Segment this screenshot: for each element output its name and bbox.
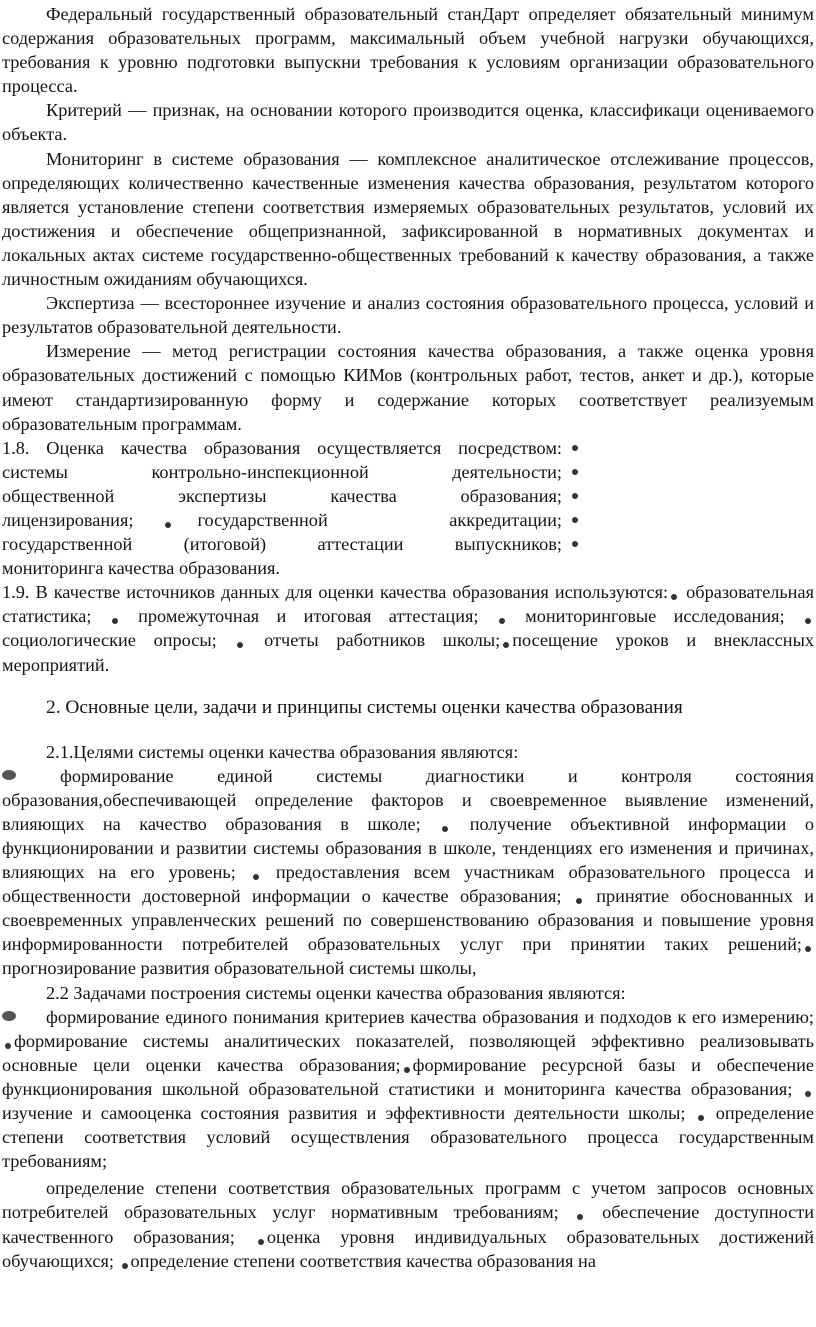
bullet-icon [165, 522, 171, 528]
bullet-icon [112, 618, 118, 624]
bullet-icon [805, 618, 811, 624]
bullet-icon [576, 898, 582, 904]
list-item-text: прогнозирование развития образовательной системы школы, [2, 958, 477, 979]
definition-standard: Федеральный государственный образовательный станДарт определяет обязательный минимум содержания образовательных программ, максимальный объем учебной нагрузки обучающихся, требования к уровню подготовки выпускни требования к условиям организации образовательного процесса. [2, 4, 814, 97]
list-item-text: государственной аккредитации; [197, 509, 562, 530]
list-item-text: формирование ресурсной базы и обеспечение функционирования школьной образовательной статистики и мониторинга качества образования; [2, 1054, 815, 1099]
list-item-text: определение степени соответствия образовательных программ с учетом запросов основных потребителей образовательных услуг нормативным требованиям; [2, 1178, 814, 1223]
list-item-text: получение объективной информации о функционировании и развитии системы образования в школе, тенденциях его изменения и причинах, влияющих на его уровень; [2, 813, 814, 883]
large-bullet-icon [2, 1011, 16, 1021]
list-item-text: формирование системы аналитических показателей, позволяющей эффективно реализовывать основные цели оценки качества образования; [2, 1030, 814, 1075]
list-lead: 1.8. Оценка качества образования осуществляется посредством: [2, 437, 562, 458]
bullet-icon [671, 594, 677, 600]
bullet-icon [258, 1239, 264, 1245]
list-1-8 [2, 436, 814, 581]
tasks-list [2, 1005, 814, 1174]
bullet-icon [805, 1091, 811, 1097]
bullet-icon [572, 445, 578, 451]
list-item [2, 532, 814, 556]
goals-lead: 2.1.Целями системы оценки качества образования являются: [46, 741, 519, 762]
list-item-text: промежуточная и итоговая аттестация; [138, 606, 479, 627]
list-item-text: образовательная статистика; [2, 582, 814, 627]
definition-criterion: Критерий — признак, на основании которого производится оценка, классификаци оцениваемого объекта. [2, 100, 814, 145]
goals-list [2, 764, 814, 981]
document-page [2, 0, 814, 1273]
definition-measurement: Измерение — метод регистрации состояния качества образования, а также оценка уровня образовательных достижений с помощью КИМов (контрольных работ, тестов, анкет и др.), которые имеют стандартизированную форму и содержание которых соответствует реализуемым образовательным программам. [2, 341, 814, 434]
list-item-text: оценка уровня индивидуальных образовательных достижений обучающихся; [2, 1226, 814, 1271]
bullet-icon [577, 1214, 583, 1220]
list-lead: 1.9. В качестве источников данных для оценки качества образования используются: [2, 582, 669, 603]
large-bullet-icon [2, 770, 16, 780]
bullet-icon [572, 541, 578, 547]
list-item-text: предоставления всем участникам образовательного процесса и общественности достоверной информации о качестве образования; [2, 862, 815, 907]
list-item-text: посещение уроков и внеклассных мероприятий. [2, 630, 814, 675]
bullet-icon [5, 1043, 11, 1049]
list-item-text: формирование единого понимания критериев качества образования и подходов к его измерению; [46, 1006, 814, 1027]
bullet-icon [122, 1263, 128, 1269]
list-item-text: мониторинговые исследования; [525, 606, 785, 627]
bullet-icon [503, 642, 509, 648]
list-item-text: социологические опросы; [2, 630, 217, 651]
bullet-icon [442, 826, 448, 832]
list-item-text: государственной (итоговой) аттестации выпускников; [2, 534, 562, 555]
list-item-text: мониторинга качества образования. [2, 558, 280, 579]
section-heading: 2. Основные цели, задачи и принципы системы оценки качества образования [46, 696, 683, 718]
bullet-icon [404, 1067, 410, 1073]
definition-expertise: Экспертиза — всестороннее изучение и анализ состояния образовательного процесса, условий и результатов образовательной деятельности. [2, 293, 814, 338]
bullet-icon [572, 469, 578, 475]
bullet-icon [237, 642, 243, 648]
tasks-continued [2, 1176, 814, 1272]
bullet-icon [572, 493, 578, 499]
list-item-text: определение степени соответствия качества образования на [130, 1250, 596, 1271]
bullet-icon [572, 517, 578, 523]
list-item-text: отчеты работников школы; [264, 630, 501, 651]
list-item [2, 556, 814, 580]
bullet-icon [698, 1115, 704, 1121]
list-item-text: изучение и самооценка состояния развития и эффективности деятельности школы; [2, 1103, 686, 1124]
list-item-text: лицензирования; [2, 509, 134, 530]
definition-monitoring: Мониторинг в системе образования — комплексное аналитическое отслеживание процессов, определяющих количественно качественные изменения качества образования, результатом которого является установление степени соответствия измеряемых образовательных результатов, условий их достижения и обеспечение общепризнанной, зафиксированной в нормативных документах и локальных актах системе государственно-общественных требований к качеству образования, а также личностным ожиданиям обучающихся. [2, 148, 814, 290]
list-item-text: общественной экспертизы качества образования; [2, 485, 562, 506]
bullet-icon [499, 618, 505, 624]
list-item-text: принятие обоснованных и своевременных управленческих решений по совершенствованию образования и повышение уровня информированности потребителей образовательных услуг при принятии таких решений; [2, 886, 815, 955]
list-item [2, 484, 814, 508]
bullet-icon [253, 874, 259, 880]
tasks-lead: 2.2 Задачами построения системы оценки качества образования являются: [46, 982, 626, 1003]
bullet-icon [805, 946, 811, 952]
list-item-text: системы контрольно-инспекционной деятельности; [2, 461, 562, 482]
list-item [2, 436, 814, 460]
list-item [2, 460, 814, 484]
list-item-text: формирование единой системы диагностики и контроля состояния образования,обеспечивающей определение факторов и своевременное выявление изменений, влияющих на качество образования в школе; [2, 765, 814, 834]
list-item-text: обеспечение доступности качественного образования; [2, 1202, 815, 1247]
section-1-9 [2, 580, 814, 676]
list-item [2, 508, 814, 532]
list-item-text: определение степени соответствия условий осуществления образовательного процесса государственным требованиям; [2, 1103, 814, 1172]
